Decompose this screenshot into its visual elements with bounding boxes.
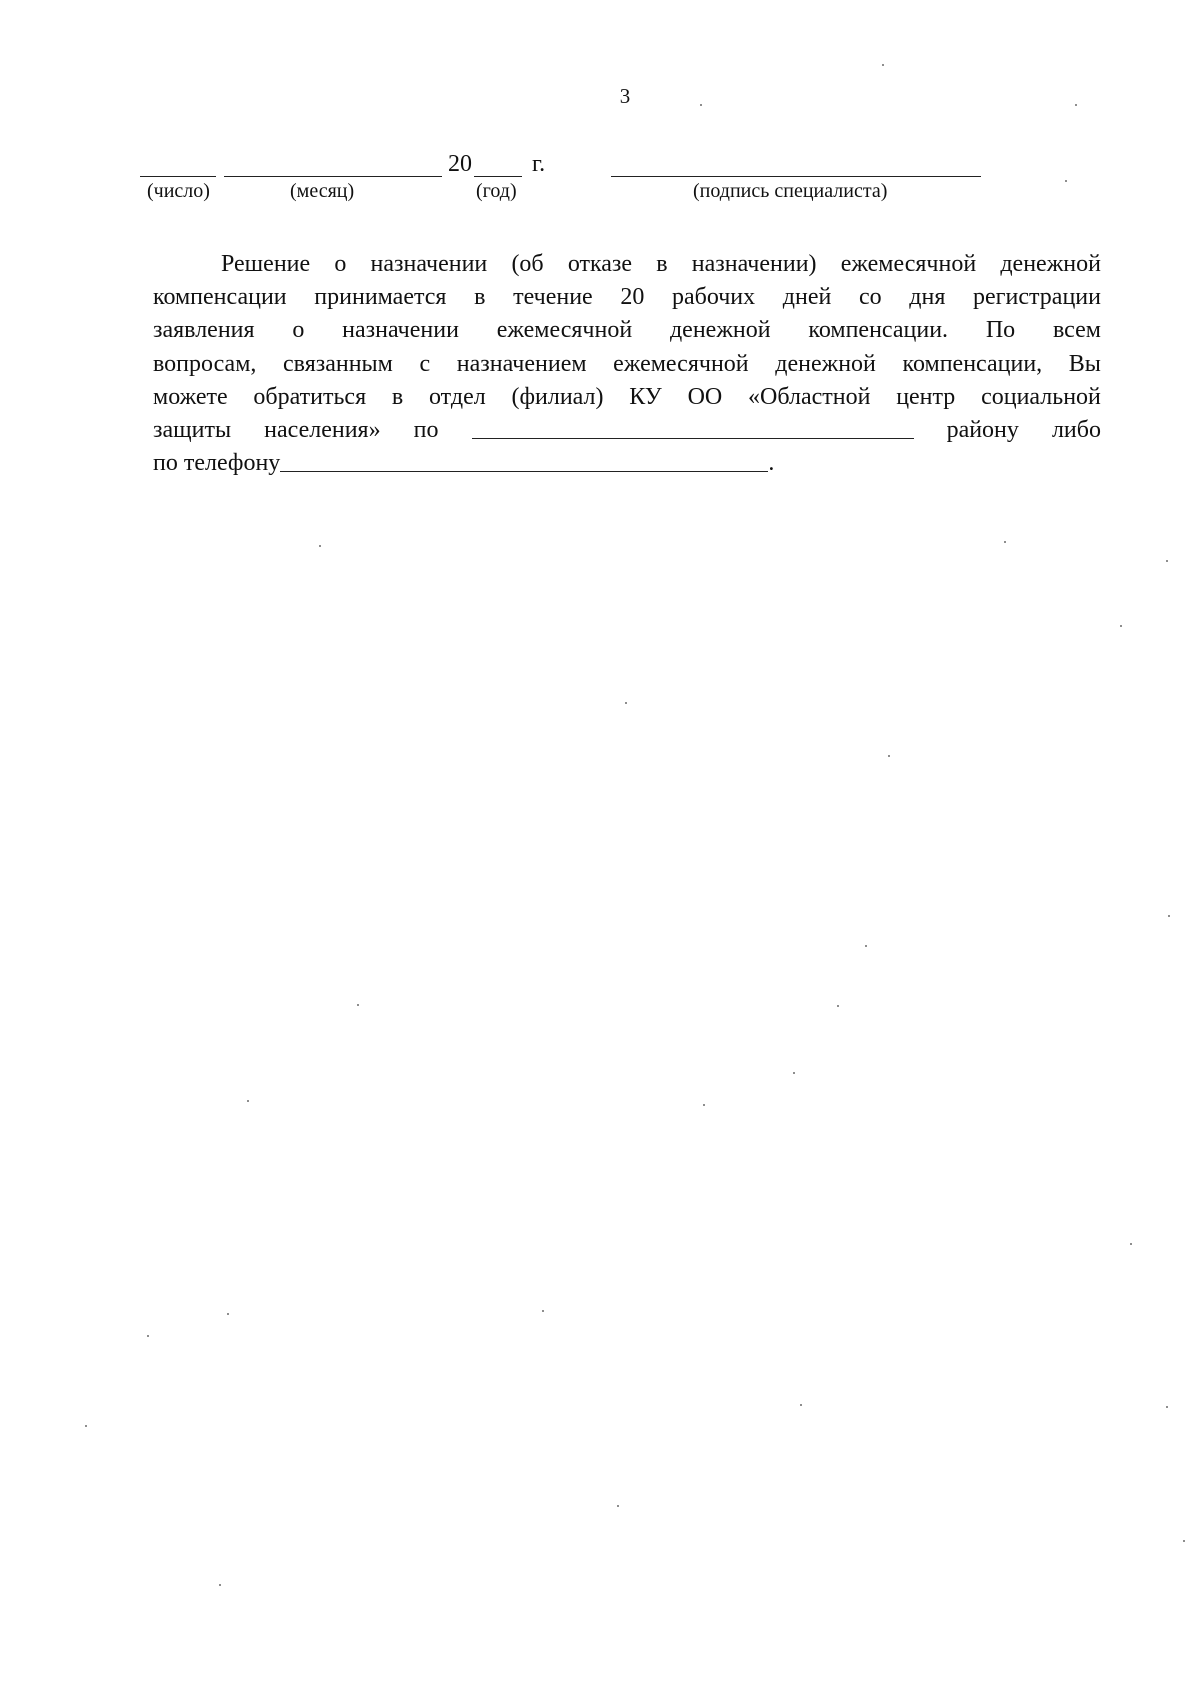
speck [227, 1313, 229, 1315]
speck [1075, 104, 1077, 106]
speck [542, 1310, 544, 1312]
paragraph-line-5: можете обратиться в отдел (филиал) КУ ОО «Областной центр социальной [153, 383, 1101, 410]
speck [882, 64, 884, 66]
speck [319, 545, 321, 547]
speck [625, 702, 627, 704]
speck [247, 1100, 249, 1102]
speck [888, 755, 890, 757]
speck [703, 1104, 705, 1106]
paragraph-line-4: вопросам, связанным с назначением ежемесячной денежной компенсации, Вы [153, 350, 1101, 377]
year-suffix: г. [532, 151, 546, 177]
speck [357, 1004, 359, 1006]
caption-signature: (подпись специалиста) [693, 180, 888, 202]
caption-day: (число) [147, 180, 210, 202]
speck [1065, 180, 1067, 182]
paragraph-line-2: компенсации принимается в течение 20 рабочих дней со дня регистрации [153, 284, 1101, 311]
speck [1130, 1243, 1132, 1245]
speck [1183, 1540, 1185, 1542]
speck [800, 1404, 802, 1406]
signature-block [0, 151, 1200, 226]
info-paragraph [153, 248, 1101, 480]
phone-blank [280, 447, 768, 472]
speck [1166, 1406, 1168, 1408]
paragraph-line-3: заявления о назначении ежемесячной денежной компенсации. По всем [153, 317, 1101, 344]
speck [617, 1505, 619, 1507]
speck [700, 104, 702, 106]
district-blank [472, 414, 914, 439]
speck [837, 1005, 839, 1007]
paragraph-line-7: по телефону . [153, 447, 1101, 480]
speck [1004, 541, 1006, 543]
speck [1120, 625, 1122, 627]
caption-month: (месяц) [290, 180, 355, 202]
speck [1168, 915, 1170, 917]
caption-year: (год) [476, 180, 517, 202]
day-blank [140, 176, 216, 177]
paragraph-line-6: защиты населения» по району либо [153, 414, 1101, 447]
year-prefix: 20 [448, 151, 472, 177]
year-blank [474, 176, 522, 177]
speck [793, 1072, 795, 1074]
month-blank [224, 176, 442, 177]
speck [85, 1425, 87, 1427]
speck [1166, 560, 1168, 562]
paragraph-line-1: Решение о назначении (об отказе в назначении) ежемесячной денежной [221, 251, 1101, 277]
speck [147, 1335, 149, 1337]
page-number: 3 [619, 84, 631, 108]
signature-blank [611, 176, 981, 177]
speck [219, 1584, 221, 1586]
speck [865, 945, 867, 947]
